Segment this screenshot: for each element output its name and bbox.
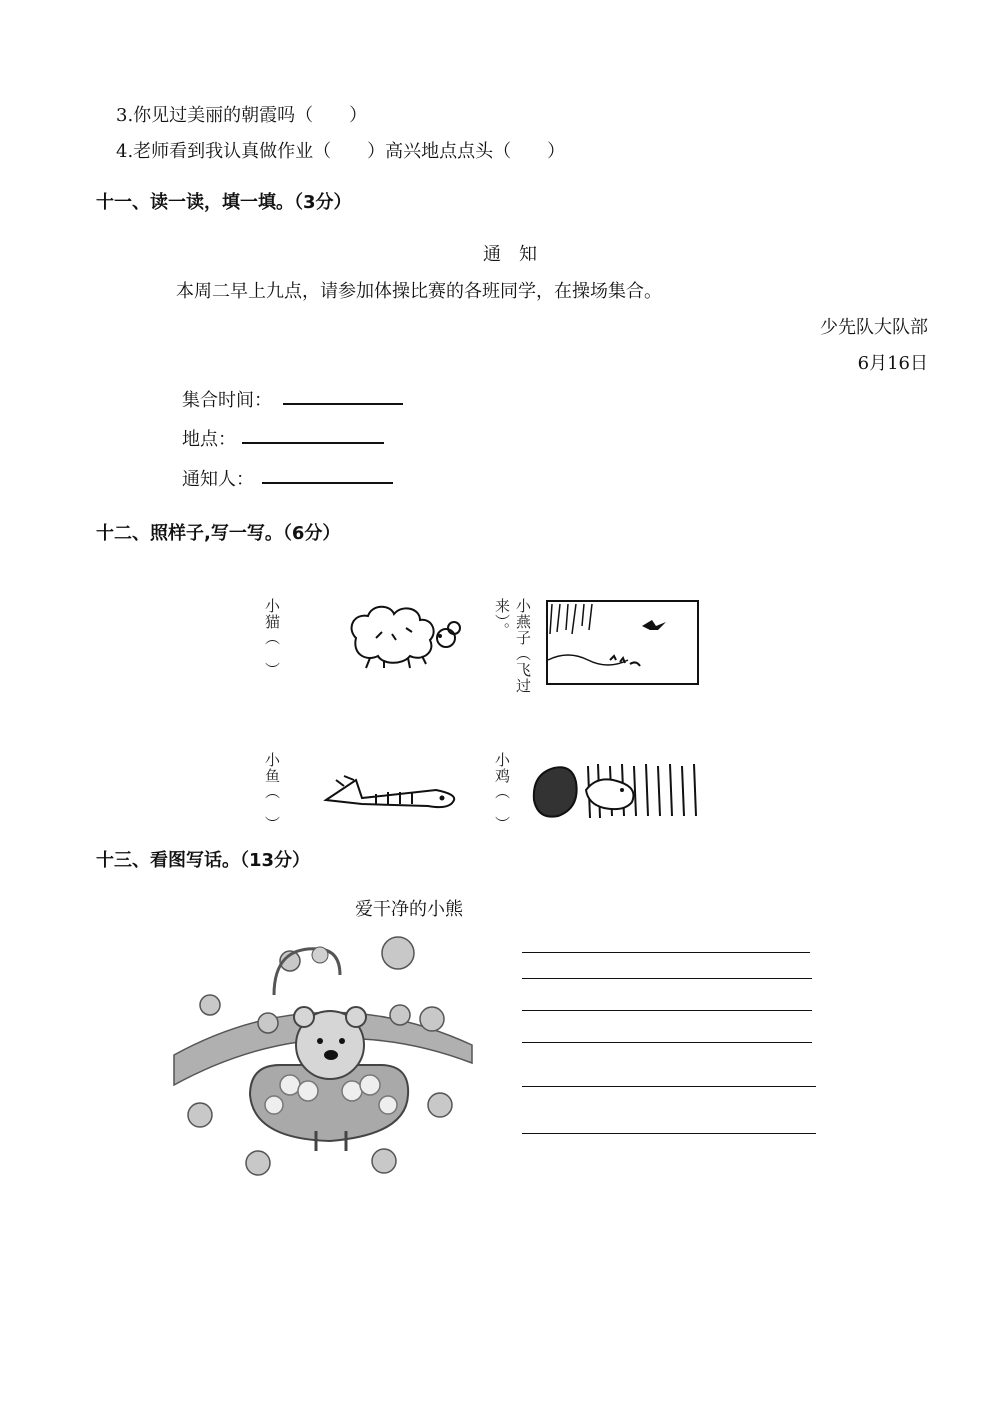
field-place-blank[interactable]	[242, 442, 384, 444]
writing-line-2[interactable]	[522, 978, 812, 979]
sheep-picture-icon	[336, 598, 472, 670]
bear-bath-picture-icon	[170, 935, 476, 1177]
item-3-label: 小鱼（ ）	[263, 752, 281, 832]
field-time-label: 集合时间：	[182, 390, 272, 411]
question-4: 4.老师看到我认真做作业（ ）高兴地点点头（ ）	[116, 141, 566, 162]
field-time-blank[interactable]	[283, 403, 403, 405]
item-4-label: 小鸡（ ）	[493, 752, 511, 832]
writing-line-3[interactable]	[522, 1010, 812, 1011]
chicken-picture-icon	[528, 760, 704, 822]
swallow-picture-icon	[546, 600, 700, 686]
section-11-heading: 十一、读一读，填一填。（3分）	[96, 192, 352, 213]
notice-signature: 少先队大队部	[820, 317, 928, 338]
fish-picture-icon	[316, 770, 462, 814]
item-2-label: 小燕子（飞过来）。	[493, 598, 532, 694]
field-person-blank[interactable]	[262, 482, 393, 484]
question-3: 3.你见过美丽的朝霞吗（ ）	[116, 105, 368, 126]
section-13-heading: 十三、看图写话。（13分）	[96, 850, 311, 871]
picture-title: 爱干净的小熊	[355, 899, 463, 920]
notice-body: 本周二早上九点，请参加体操比赛的各班同学，在操场集合。	[176, 281, 662, 302]
writing-line-5[interactable]	[522, 1086, 816, 1087]
notice-date: 6月16日	[857, 353, 928, 374]
writing-line-6[interactable]	[522, 1133, 816, 1134]
field-place-label: 地点：	[182, 429, 236, 450]
section-12-heading: 十二、照样子,写一写。（6分）	[96, 523, 341, 544]
writing-line-1[interactable]	[522, 952, 810, 953]
notice-title: 通 知	[483, 244, 537, 265]
field-person-label: 通知人：	[182, 469, 254, 490]
item-1-label: 小猫（ ）	[263, 598, 281, 678]
writing-line-4[interactable]	[522, 1042, 812, 1043]
